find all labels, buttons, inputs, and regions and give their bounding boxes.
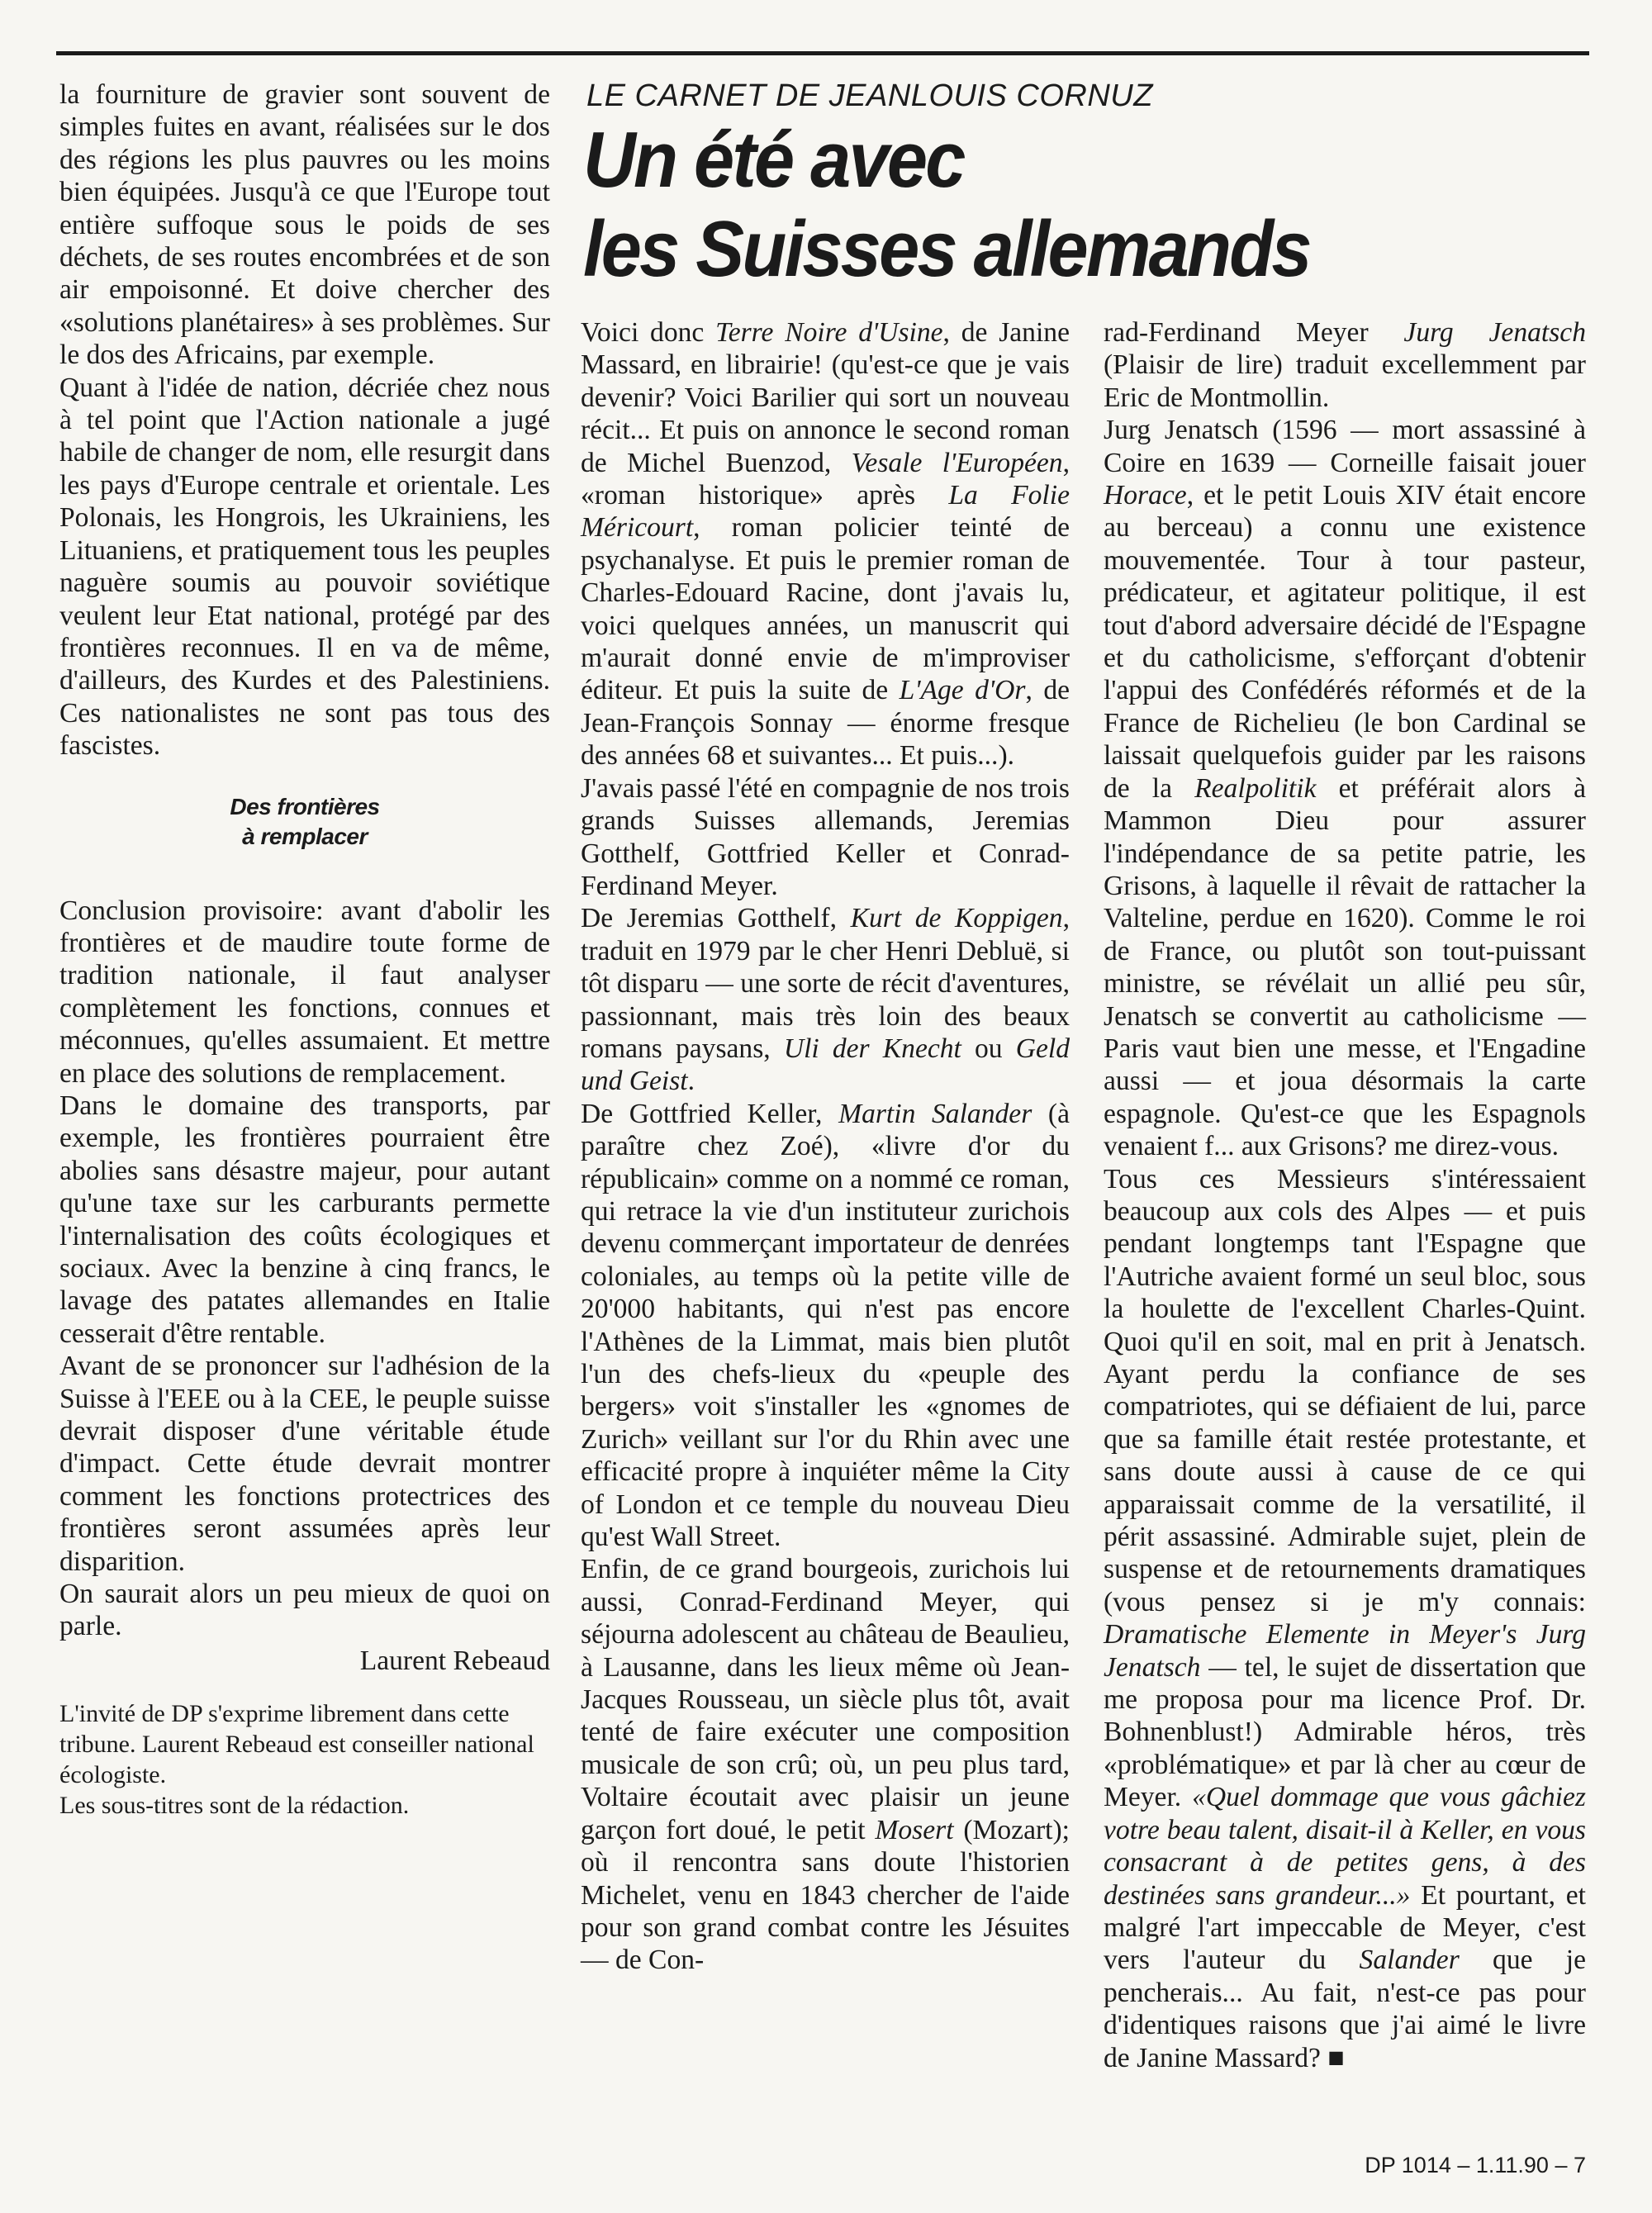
text-run: Tous ces Messieurs s'intéressaient beaucoup aux cols des Alpes — et puis pendant longtemps tant l'Espagne que l'Autriche avaient formé un seul bloc, sous la houlette de l'excellent Charles-Quint. Quoi qu'il en soit, mal en prit à Jenatsch. Ayant perdu la confiance de ses compatriotes, qui se défiaient de lui, parce que sa famille était restée protestante, et sans doute aussi à cause de ce qui apparaissait comme de la versatilité, il périt assassiné. Admirable sujet, plein de suspense et de retournements dramatiques (vous pensez si je m'y connais: [1104, 1163, 1586, 1617]
book-title: Uli der Knecht [783, 1033, 961, 1064]
text-run: De Gottfried Keller, [581, 1098, 839, 1129]
right-paragraph-2 [1104, 414, 1586, 1162]
text-run: ou [961, 1033, 1016, 1064]
book-title: Terre Noire d'Usine [715, 317, 943, 348]
subhead [59, 792, 550, 852]
book-title: Vesale l'Européen [851, 447, 1063, 478]
text-run: , traduit en 1979 par le cher Henri Debluë, si tôt disparu — une sorte de récit d'aventures, passionnant, mais très loin des beaux romans paysans, [581, 903, 1070, 1064]
text-run: . [687, 1066, 695, 1097]
headline [583, 116, 1533, 294]
left-paragraph-2: Quant à l'idée de nation, décriée chez nous à tel point que l'Action nationale a jugé habile de changer de nom, elle resurgit dans les pays d'Europe centrale et orientale. Les Polonais, les Hongrois, les Ukrainiens, les Lituaniens, et pratiquement tous les peuples naguère soumis au pouvoir soviétique veulent leur Etat national, protégé par des frontières reconnues. Il en va de même, d'ailleurs, des Kurdes et des Palestiniens. Ces nationalistes ne sont pas tous des fascistes. [59, 372, 550, 762]
middle-column [581, 316, 1070, 1977]
middle-paragraph-2: J'avais passé l'été en compagnie de nos trois grands Suisses allemands, Jeremias Gotthelf, Gottfried Keller et Conrad-Ferdinand Meyer. [581, 772, 1070, 901]
book-title: Kurt de Koppigen [850, 903, 1063, 934]
term-italic: Realpolitik [1194, 772, 1317, 804]
subhead-line-1: Des frontières [230, 793, 380, 819]
right-column [1104, 316, 1586, 2074]
left-paragraph-1: la fourniture de gravier sont souvent de simples fuites en avant, réalisées sur le dos des régions les plus pauvres ou les moins bien équipées. Jusqu'à ce que l'Europe tout entière suffoque sous le poids de ses déchets, de ses routes encombrées et de son air empoisonné. Et doive chercher des «solutions planétaires» à ses problèmes. Sur le dos des Africains, par exemple. [59, 79, 550, 371]
text-run: Jurg Jenatsch (1596 — mort assassiné à Coire en 1639 — Corneille faisait jouer [1104, 415, 1586, 478]
text-run: que je pencherais... Au fait, n'est-ce pas pour d'identiques raisons que j'ai aimé le livre de Janine Massard? ■ [1104, 1945, 1586, 2073]
left-column [59, 78, 550, 1821]
left-paragraph-4: Dans le domaine des transports, par exemple, les frontières pourraient être abolies sans désastre majeur, pour autant qu'une taxe sur les carburants permette l'internalisation des coûts écologiques et sociaux. Avec la benzine à cinq francs, le lavage des patates allemandes en Italie cesserait d'être rentable. [59, 1090, 550, 1349]
text-run: , «roman historique» après [581, 447, 1070, 511]
text-run: — tel, le sujet de dissertation que me proposa pour ma licence Prof. Dr. Bohnenblust!) Admirable héros, très «problématique» et par là cher au cœur de Meyer. [1104, 1651, 1586, 1813]
book-title: La Folie Méricourt [581, 480, 1070, 544]
subtitle-note: Les sous-titres sont de la rédaction. [59, 1792, 410, 1820]
text-run: Voici donc [581, 317, 716, 348]
quote-italic: «Quel dommage que vous gâchiez votre beau talent, disait-il à Keller, en vous consacrant à de petites gens, à des destinées sans grandeur...» [1104, 1782, 1586, 1911]
guest-note: L'invité de DP s'exprime librement dans cette tribune. Laurent Rebeaud est conseiller national écologiste. [59, 1700, 534, 1789]
middle-paragraph-5 [581, 1553, 1070, 1976]
middle-paragraph-3 [581, 902, 1070, 1097]
text-run: , et le petit Louis XIV était encore au berceau) a connu une existence mouvementée. Tour à tour pasteur, prédicateur, et agitateur politique, il est tout d'abord adversaire décidé de l'Espagne et du catholicisme, s'efforçant d'obtenir l'appui des Confédérés réformés et de la France de Richelieu (le bon Cardinal se laissait quelquefois guider par les raisons de la [1104, 480, 1586, 804]
text-run: Enfin, de ce grand bourgeois, zurichois lui aussi, Conrad-Ferdinand Meyer, qui séjourna adolescent au château de Beaulieu, à Lausanne, dans les lieux même où Jean-Jacques Rousseau, un siècle plus tôt, avait tenté de faire exécuter une composition musicale de son crû; où, un peu plus tard, Voltaire écoutait avec plaisir un jeune garçon fort doué, le petit [581, 1554, 1070, 1845]
middle-paragraph-4 [581, 1098, 1070, 1554]
left-paragraph-3: Conclusion provisoire: avant d'abolir les frontières et de maudire toute forme de tradition nationale, il faut analyser complètement les fonctions, connues et méconnues, qu'elles assumaient. Et mettre en place des solutions de remplacement. [59, 895, 550, 1089]
book-title: Horace [1104, 480, 1187, 511]
text-run: rad-Ferdinand Meyer [1104, 317, 1404, 348]
right-paragraph-1 [1104, 316, 1586, 414]
book-title: Jurg Jenatsch [1403, 317, 1586, 348]
headline-line-2: les Suisses allemands [583, 205, 1310, 293]
book-title: Dramatische Elemente in Meyer's Jurg Jenatsch [1104, 1619, 1586, 1683]
column-kicker: LE CARNET DE JEANLOUIS CORNUZ [586, 78, 1153, 113]
page-folio: DP 1014 – 1.11.90 – 7 [1365, 2153, 1586, 2177]
text-run: (à paraître chez Zoé), «livre d'or du républicain» comme on a nommé ce roman, qui retrace la vie d'un instituteur zurichois devenu commerçant importateur de denrées coloniales, au temps où la petite ville de 20'000 habitants, qui n'est pas encore l'Athènes de la Limmat, mais bien plutôt l'un des chefs-lieux du «peuple des bergers» voit s'installer les «gnomes de Zurich» veillant sur l'or du Rhin avec une efficacité propre à inquiéter même la City of London et ce temple du nouveau Dieu qu'est Wall Street. [581, 1098, 1070, 1553]
author-signature: Laurent Rebeaud [359, 1645, 550, 1676]
top-rule [56, 51, 1589, 55]
text-run: (Plaisir de lire) traduit excellemment par Eric de Montmollin. [1104, 349, 1586, 413]
text-run: , de Jean-François Sonnay — énorme fresque des années 68 et suivantes... Et puis...). [581, 675, 1070, 772]
left-paragraph-6: On saurait alors un peu mieux de quoi on parle. [59, 1579, 550, 1642]
text-run: (Mozart); où il rencontra sans doute l'historien Michelet, venu en 1843 chercher de l'aide pour son grand combat contre les Jésuites — de Con- [581, 1814, 1070, 1976]
middle-paragraph-1 [581, 316, 1070, 772]
text-run: Et pourtant, et malgré l'art impeccable de Meyer, c'est vers l'auteur du [1104, 1879, 1586, 1976]
text-run: et préférait alors à Mammon Dieu pour assurer l'indépendance de sa petite patrie, les Grisons, à laquelle il rêvait de rattacher la Valteline, perdue en 1620). Comme le roi de France, ou plutôt son tout-puissant ministre, se révélait un allié peu sûr, Jenatsch se convertit au catholicisme — Paris vaut bien une messe, et l'Engadine aussi — et joua désormais la carte espagnole. Qu'est-ce que les Espagnols venaient f... aux Grisons? me direz-vous. [1104, 772, 1586, 1162]
book-title: Salander [1359, 1945, 1460, 1976]
right-paragraph-3 [1104, 1163, 1586, 2074]
subhead-line-2: à remplacer [242, 823, 368, 849]
name-italic: Mosert [875, 1814, 954, 1845]
book-title: L'Age d'Or [899, 675, 1026, 706]
text-run: De Jeremias Gotthelf, [581, 903, 851, 934]
text-run: , de Janine Massard, en librairie! (qu'est-ce que je vais devenir? Voici Barilier qui sort un nouveau récit... Et puis on annonce le second roman de Michel Buenzod, [581, 317, 1070, 478]
left-paragraph-5: Avant de se prononcer sur l'adhésion de la Suisse à l'EEE ou à la CEE, le peuple suisse devrait disposer d'une véritable étude d'impact. Cette étude devrait montrer comment les fonctions protectrices des frontières seront assumées après leur disparition. [59, 1351, 550, 1577]
text-run: , roman policier teinté de psychanalyse. Et puis le premier roman de Charles-Edouard Racine, dont j'avais lu, voici quelques années, un manuscrit qui m'aurait donné envie de m'improviser éditeur. Et puis la suite de [581, 512, 1070, 706]
headline-line-1: Un été avec [583, 116, 964, 204]
book-title: Geld und Geist [581, 1033, 1070, 1097]
book-title: Martin Salander [838, 1098, 1032, 1129]
